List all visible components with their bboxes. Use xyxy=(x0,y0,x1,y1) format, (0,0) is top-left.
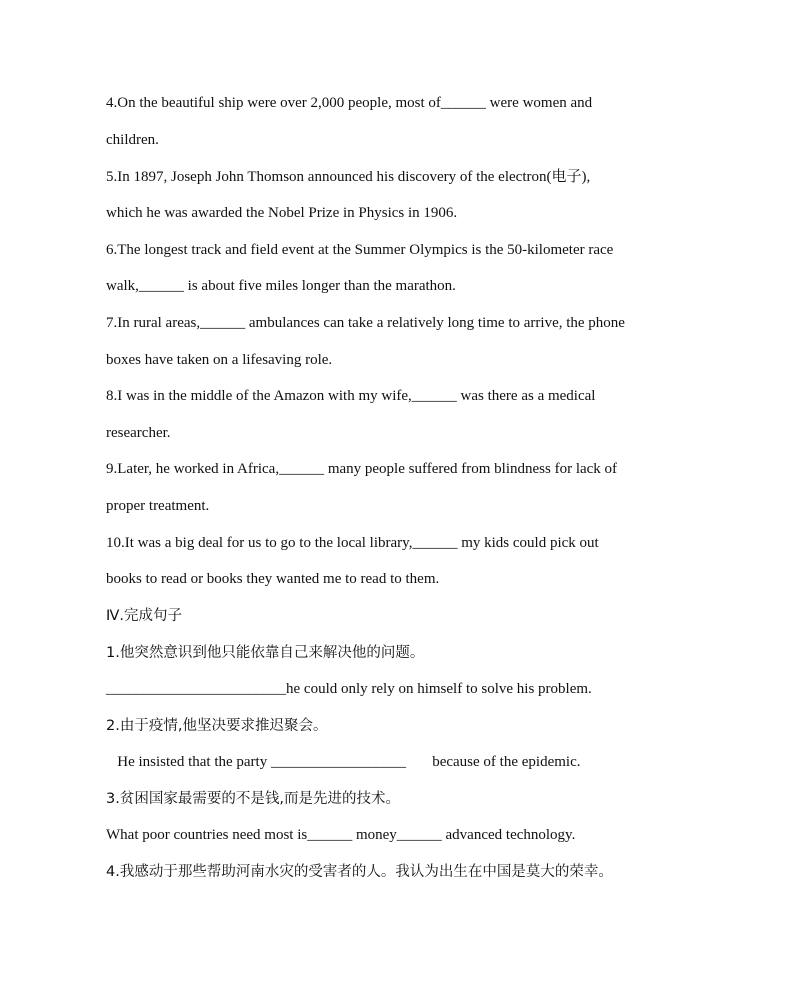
q10-line-1: 10.It was a big deal for us to go to the local library,______ my kids could pick out xyxy=(106,535,599,551)
q9-line-1: 9.Later, he worked in Africa,______ many people suffered from blindness for lack of xyxy=(106,461,618,477)
s3-chinese: 3.贫困国家最需要的不是钱,而是先进的技术。 xyxy=(106,791,400,807)
q7-line-1: 7.In rural areas,______ ambulances can take a relatively long time to arrive, the phone xyxy=(106,315,625,331)
q10-line-2: books to read or books they wanted me to read to them. xyxy=(106,571,440,587)
q6-line-1: 6.The longest track and field event at the Summer Olympics is the 50-kilometer race xyxy=(106,242,614,258)
q8-line-2: researcher. xyxy=(106,425,171,441)
q4-line-2: children. xyxy=(106,132,159,148)
q5-line-1: 5.In 1897, Joseph John Thomson announced his discovery of the electron(电子), xyxy=(106,169,591,185)
q8-line-1: 8.I was in the middle of the Amazon with my wife,______ was there as a medical xyxy=(106,388,596,404)
q4-line-1: 4.On the beautiful ship were over 2,000 people, most of______ were women and xyxy=(106,95,593,111)
section-iv-heading: Ⅳ.完成句子 xyxy=(106,608,182,624)
q7-line-2: boxes have taken on a lifesaving role. xyxy=(106,352,333,368)
q6-line-2: walk,______ is about five miles longer than the marathon. xyxy=(106,278,456,294)
q5-line-2: which he was awarded the Nobel Prize in Physics in 1906. xyxy=(106,205,458,221)
s1-chinese: 1.他突然意识到他只能依靠自己来解决他的问题。 xyxy=(106,645,425,661)
s2-chinese: 2.由于疫情,他坚决要求推迟聚会。 xyxy=(106,718,328,734)
s4-chinese: 4.我感动于那些帮助河南水灾的受害者的人。我认为出生在中国是莫大的荣幸。 xyxy=(106,864,613,880)
s2-english: He insisted that the party __________________ because of the epidemic. xyxy=(106,754,581,770)
s3-english: What poor countries need most is______ money______ advanced technology. xyxy=(106,827,576,843)
q9-line-2: proper treatment. xyxy=(106,498,210,514)
s1-english: ________________________he could only rely on himself to solve his problem. xyxy=(106,681,592,697)
